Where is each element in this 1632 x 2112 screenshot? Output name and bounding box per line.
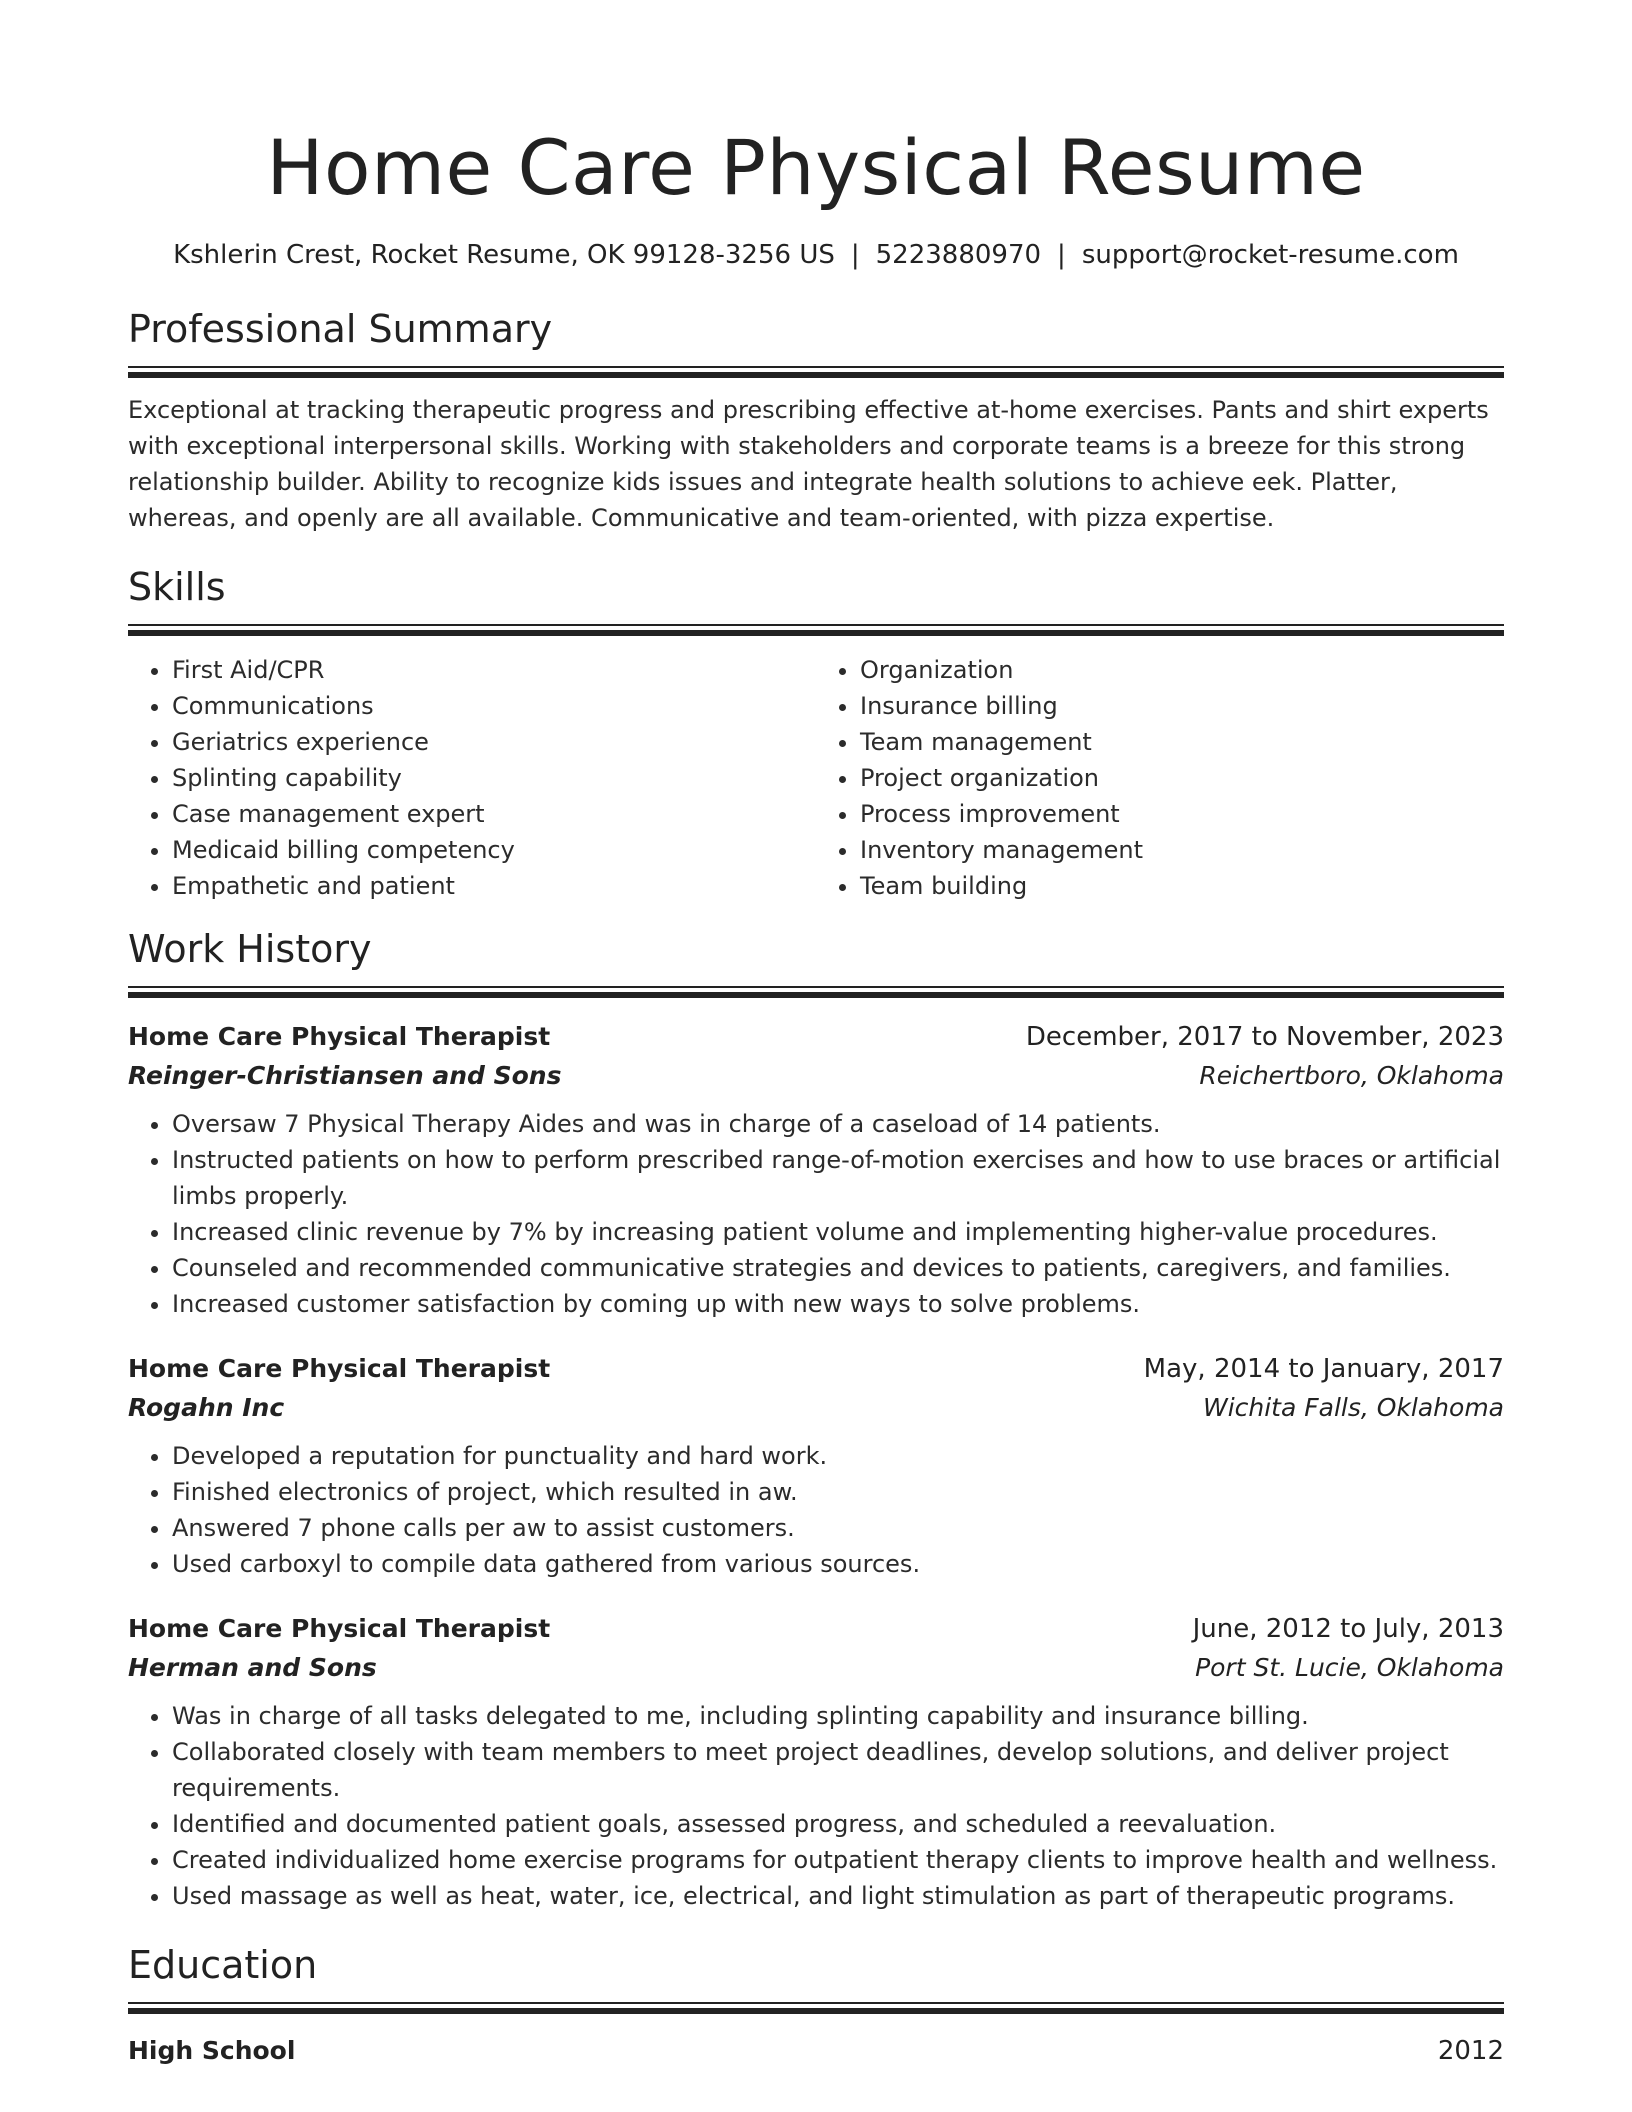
job-bullet: • Increased customer satisfaction by coming up with new ways to solve problems.	[172, 1286, 1504, 1322]
section-title-work: Work History	[128, 927, 372, 971]
job-header-row	[128, 1610, 1504, 1648]
job-bullets	[128, 1698, 1504, 1914]
summary-text: Exceptional at tracking therapeutic progress and prescribing effective at-home exercises. Pants and shirt experts with exceptional interpersonal skills. Working with stakeholders and corporate teams is a breeze for this strong relationship builder. Ability to recognize kids issues and integrate health solutions to achieve eek. Platter, whereas, and openly are all available. Communicative and team-oriented, with pizza expertise.	[128, 396, 1489, 532]
skill-item: • Geriatrics experience	[172, 724, 816, 760]
education-section	[128, 1942, 1504, 2070]
skill-item: • Team building	[860, 868, 1504, 904]
skill-item: • Communications	[172, 688, 816, 724]
section-divider	[128, 624, 1504, 636]
job-company: Reinger-Christiansen and Sons	[128, 1061, 562, 1090]
job-location: Port St. Lucie, Oklahoma	[1195, 1653, 1504, 1682]
skill-item: • Organization	[860, 652, 1504, 688]
job-bullet: • Was in charge of all tasks delegated to me, including splinting capability and insurance billing.	[172, 1698, 1504, 1734]
job-title: Home Care Physical Therapist	[128, 1354, 551, 1383]
contact-email: support@rocket-resume.com	[1081, 240, 1459, 270]
job-bullet: • Developed a reputation for punctuality and hard work.	[172, 1438, 1504, 1474]
job-bullet: • Identified and documented patient goals, assessed progress, and scheduled a reevaluation.	[172, 1806, 1504, 1842]
work-history-section	[128, 926, 1504, 1914]
skill-item: • First Aid/CPR	[172, 652, 816, 688]
skill-item: • Inventory management	[860, 832, 1504, 868]
job-header-row	[128, 1350, 1504, 1388]
job-bullet: • Answered 7 phone calls per aw to assist customers.	[172, 1510, 1504, 1546]
job-company-row	[128, 1388, 1504, 1428]
job-dates: June, 2012 to July, 2013	[1192, 1614, 1504, 1644]
job-location: Reichertboro, Oklahoma	[1199, 1061, 1504, 1090]
skill-item: • Process improvement	[860, 796, 1504, 832]
section-divider	[128, 2002, 1504, 2014]
job-bullets	[128, 1438, 1504, 1582]
job-title: Home Care Physical Therapist	[128, 1614, 551, 1643]
job-location: Wichita Falls, Oklahoma	[1202, 1393, 1504, 1422]
job-bullet: • Created individualized home exercise programs for outpatient therapy clients to improve health and wellness.	[172, 1842, 1504, 1878]
skill-item: • Splinting capability	[172, 760, 816, 796]
contact-separator: |	[1057, 240, 1066, 270]
job-entry	[128, 1610, 1504, 1914]
job-company: Rogahn Inc	[128, 1393, 285, 1422]
skill-item: • Empathetic and patient	[172, 868, 816, 904]
section-title-skills: Skills	[128, 565, 226, 609]
skills-list-right	[816, 652, 1504, 904]
section-divider	[128, 986, 1504, 998]
education-entry	[128, 2032, 1504, 2070]
job-bullet: • Instructed patients on how to perform prescribed range-of-motion exercises and how to use braces or artificial limbs properly.	[172, 1142, 1504, 1214]
job-bullet: • Oversaw 7 Physical Therapy Aides and was in charge of a caseload of 14 patients.	[172, 1106, 1504, 1142]
job-company: Herman and Sons	[128, 1653, 377, 1682]
skill-item: • Medicaid billing competency	[172, 832, 816, 868]
job-bullet: • Collaborated closely with team members to meet project deadlines, develop solutions, and deliver project requirements.	[172, 1734, 1504, 1806]
job-bullets	[128, 1106, 1504, 1322]
skill-item: • Project organization	[860, 760, 1504, 796]
contact-address: Kshlerin Crest, Rocket Resume, OK 99128-3256 US	[173, 240, 835, 270]
job-company-row	[128, 1056, 1504, 1096]
education-degree: High School	[128, 2036, 296, 2065]
professional-summary-section	[128, 306, 1504, 536]
job-dates: December, 2017 to November, 2023	[1025, 1022, 1504, 1052]
job-bullet: • Used carboxyl to compile data gathered from various sources.	[172, 1546, 1504, 1582]
job-bullet: • Finished electronics of project, which resulted in aw.	[172, 1474, 1504, 1510]
job-bullet: • Used massage as well as heat, water, ice, electrical, and light stimulation as part of therapeutic programs.	[172, 1878, 1504, 1914]
job-title: Home Care Physical Therapist	[128, 1022, 551, 1051]
contact-line	[128, 238, 1504, 272]
skill-item: • Case management expert	[172, 796, 816, 832]
job-company-row	[128, 1648, 1504, 1688]
skills-grid	[128, 652, 1504, 904]
skill-item: • Insurance billing	[860, 688, 1504, 724]
skills-section	[128, 564, 1504, 904]
resume-name: Home Care Physical Resume	[266, 123, 1366, 212]
education-year: 2012	[1437, 2036, 1504, 2066]
job-bullet: • Counseled and recommended communicative strategies and devices to patients, caregivers, and families.	[172, 1250, 1504, 1286]
section-title-education: Education	[128, 1943, 318, 1987]
section-divider	[128, 366, 1504, 378]
job-header-row	[128, 1018, 1504, 1056]
skill-item: • Team management	[860, 724, 1504, 760]
contact-phone: 5223880970	[875, 240, 1042, 270]
job-bullet: • Increased clinic revenue by 7% by increasing patient volume and implementing higher-value procedures.	[172, 1214, 1504, 1250]
job-dates: May, 2014 to January, 2017	[1143, 1354, 1504, 1384]
skills-list-left	[128, 652, 816, 904]
job-entry	[128, 1018, 1504, 1322]
contact-separator: |	[850, 240, 860, 270]
section-title-summary: Professional Summary	[128, 307, 553, 351]
job-entry	[128, 1350, 1504, 1582]
